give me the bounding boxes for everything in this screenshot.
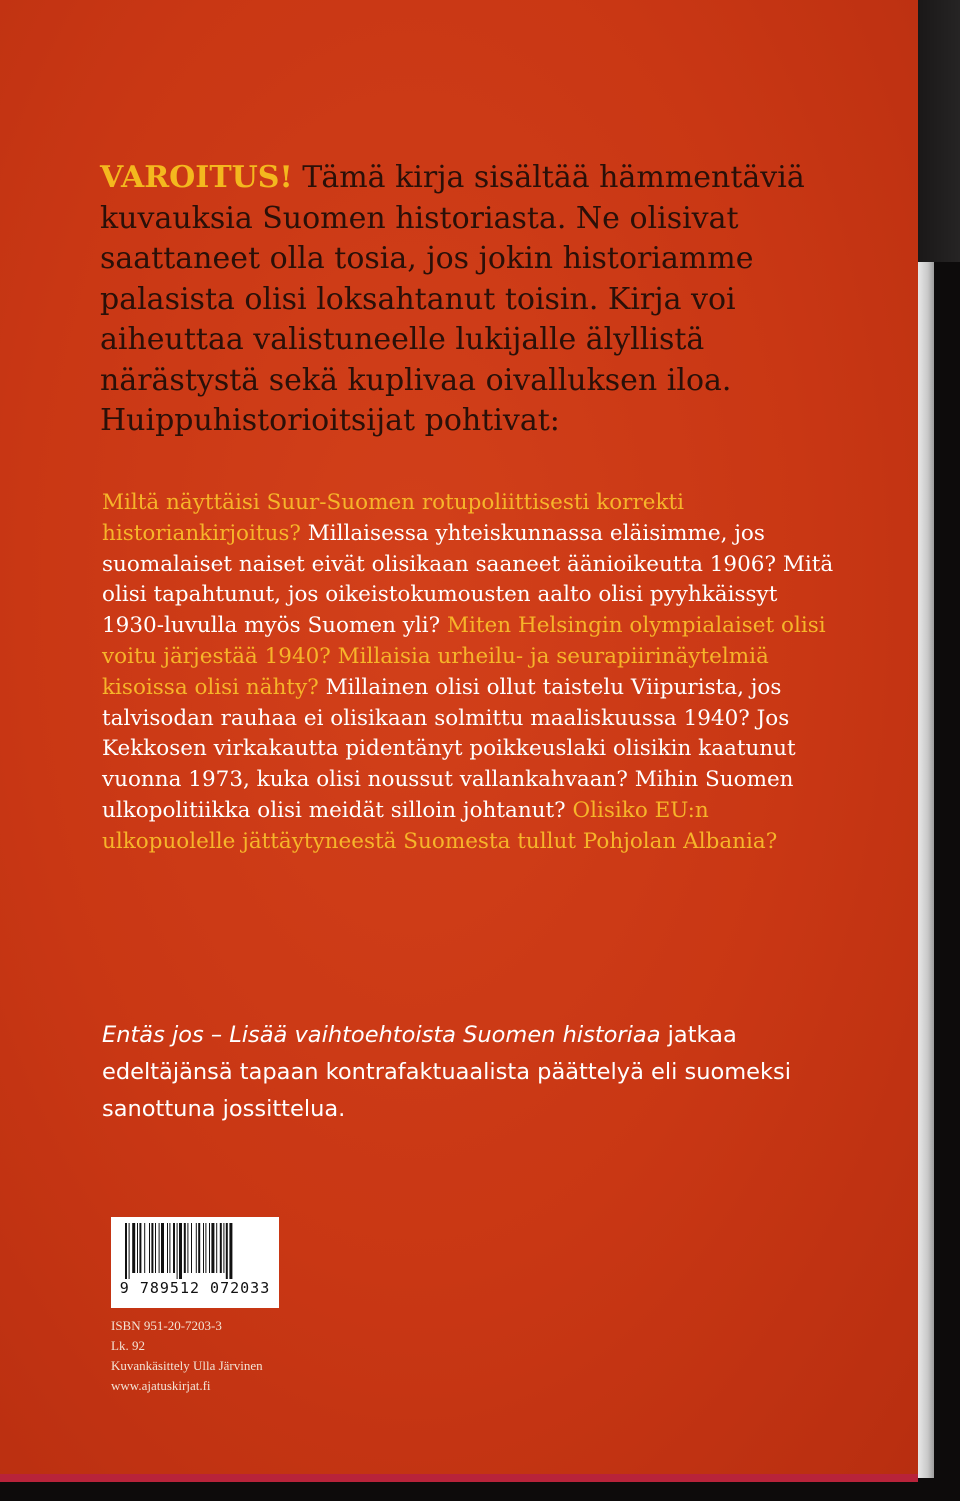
class-line: Lk. 92	[111, 1338, 145, 1353]
imprint-block	[111, 1316, 263, 1396]
barcode-bar	[139, 1223, 141, 1273]
barcode-digits: 9 789512 072033	[119, 1279, 271, 1297]
barcode-bar	[198, 1223, 200, 1273]
barcode-bar	[211, 1223, 214, 1273]
barcode-bar	[173, 1223, 175, 1273]
barcode	[111, 1217, 279, 1308]
barcode-bar	[205, 1223, 206, 1273]
barcode-bar	[229, 1223, 232, 1279]
warning-text: Tämä kirja sisältää hämmentäviä kuvauksia Suomen historiasta. Ne olisivat saattaneet olla tosia, jos jokin historiamme palasista olisi loksahtanut toisin. Kirja voi aiheuttaa valistuneelle lukijalle älyllistä närästystä sekä kuplivaa oivalluksen iloa. Huippuhistorioitsijat pohtivat:	[100, 160, 805, 438]
book-title: Entäs jos – Lisää vaihtoehtoista Suomen historiaa	[102, 1022, 661, 1048]
barcode-bar	[151, 1223, 153, 1273]
barcode-bar	[223, 1223, 224, 1273]
barcode-bar	[167, 1223, 168, 1273]
warning-paragraph	[100, 158, 860, 442]
closing-paragraph	[102, 1017, 862, 1128]
barcode-bar	[209, 1223, 210, 1273]
barcode-bar	[220, 1223, 222, 1273]
barcode-bar	[129, 1223, 130, 1279]
barcode-bar	[184, 1223, 186, 1273]
question-text-2: Millaisessa yhteiskunnassa eläisimme, jos suomalaiset naiset eivät olisikaan saaneet äänioikeutta 1906? Mitä olisi tapahtunut, jos oikeistokumousten aalto olisi pyyhkäissyt 1930-luvulla myös Suomen yli?	[102, 520, 834, 639]
website-line: www.ajatuskirjat.fi	[111, 1378, 211, 1393]
barcode-bar	[161, 1223, 164, 1273]
barcode-bar	[191, 1223, 192, 1273]
barcode-bar	[177, 1223, 178, 1279]
barcode-bars	[125, 1223, 265, 1279]
cover-design-line: Kuvankäsittely Ulla Järvinen	[111, 1358, 263, 1373]
barcode-bar	[155, 1223, 156, 1273]
page-block-edge	[918, 262, 934, 1478]
barcode-bar	[159, 1223, 160, 1273]
closing-text: jatkaa edeltäjänsä tapaan kontrafaktuaalista päättelyä eli suomeksi sanottuna jossittelua.	[102, 1022, 792, 1122]
questions-paragraph	[102, 488, 842, 858]
barcode-bar	[216, 1223, 217, 1273]
question-highlight-5: Olisiko EU:n ulkopuolelle jättäytyneestä Suomesta tullut Pohjolan Albania?	[102, 797, 778, 854]
barcode-bar	[196, 1223, 197, 1273]
barcode-bar	[169, 1223, 170, 1273]
question-highlight-3: Miten Helsingin olympialaiset olisi voitu järjestää 1940? Millaisia urheilu- ja seurapiirinäytelmiä kisoissa olisi nähty?	[102, 613, 826, 700]
question-text-4: Millainen olisi ollut taistelu Viipurista, jos talvisodan rauhaa ei olisikaan solmittu maaliskuussa 1940? Jos Kekkosen virkakautta pidentänyt poikkeuslaki olisikin kaatunut vuonna 1973, kuka olisi noussut vallankahvaan? Mihin Suomen ulkopolitiikka olisi meidät silloin johtanut?	[102, 674, 796, 823]
barcode-bar	[203, 1223, 204, 1273]
warning-label: VAROITUS!	[100, 160, 293, 195]
barcode-bar	[132, 1223, 135, 1273]
barcode-bar	[137, 1223, 138, 1273]
isbn-line: ISBN 951-20-7203-3	[111, 1318, 222, 1333]
barcode-bar	[149, 1223, 150, 1273]
barcode-bar	[144, 1223, 145, 1273]
barcode-bar	[187, 1223, 188, 1273]
question-highlight-1: Miltä näyttäisi Suur-Suomen rotupoliittisesti korrekti historiankirjoitus?	[102, 490, 685, 546]
barcode-bar	[125, 1223, 127, 1279]
barcode-bar	[179, 1223, 182, 1279]
scan-background	[918, 0, 960, 262]
barcode-bar	[226, 1223, 228, 1279]
